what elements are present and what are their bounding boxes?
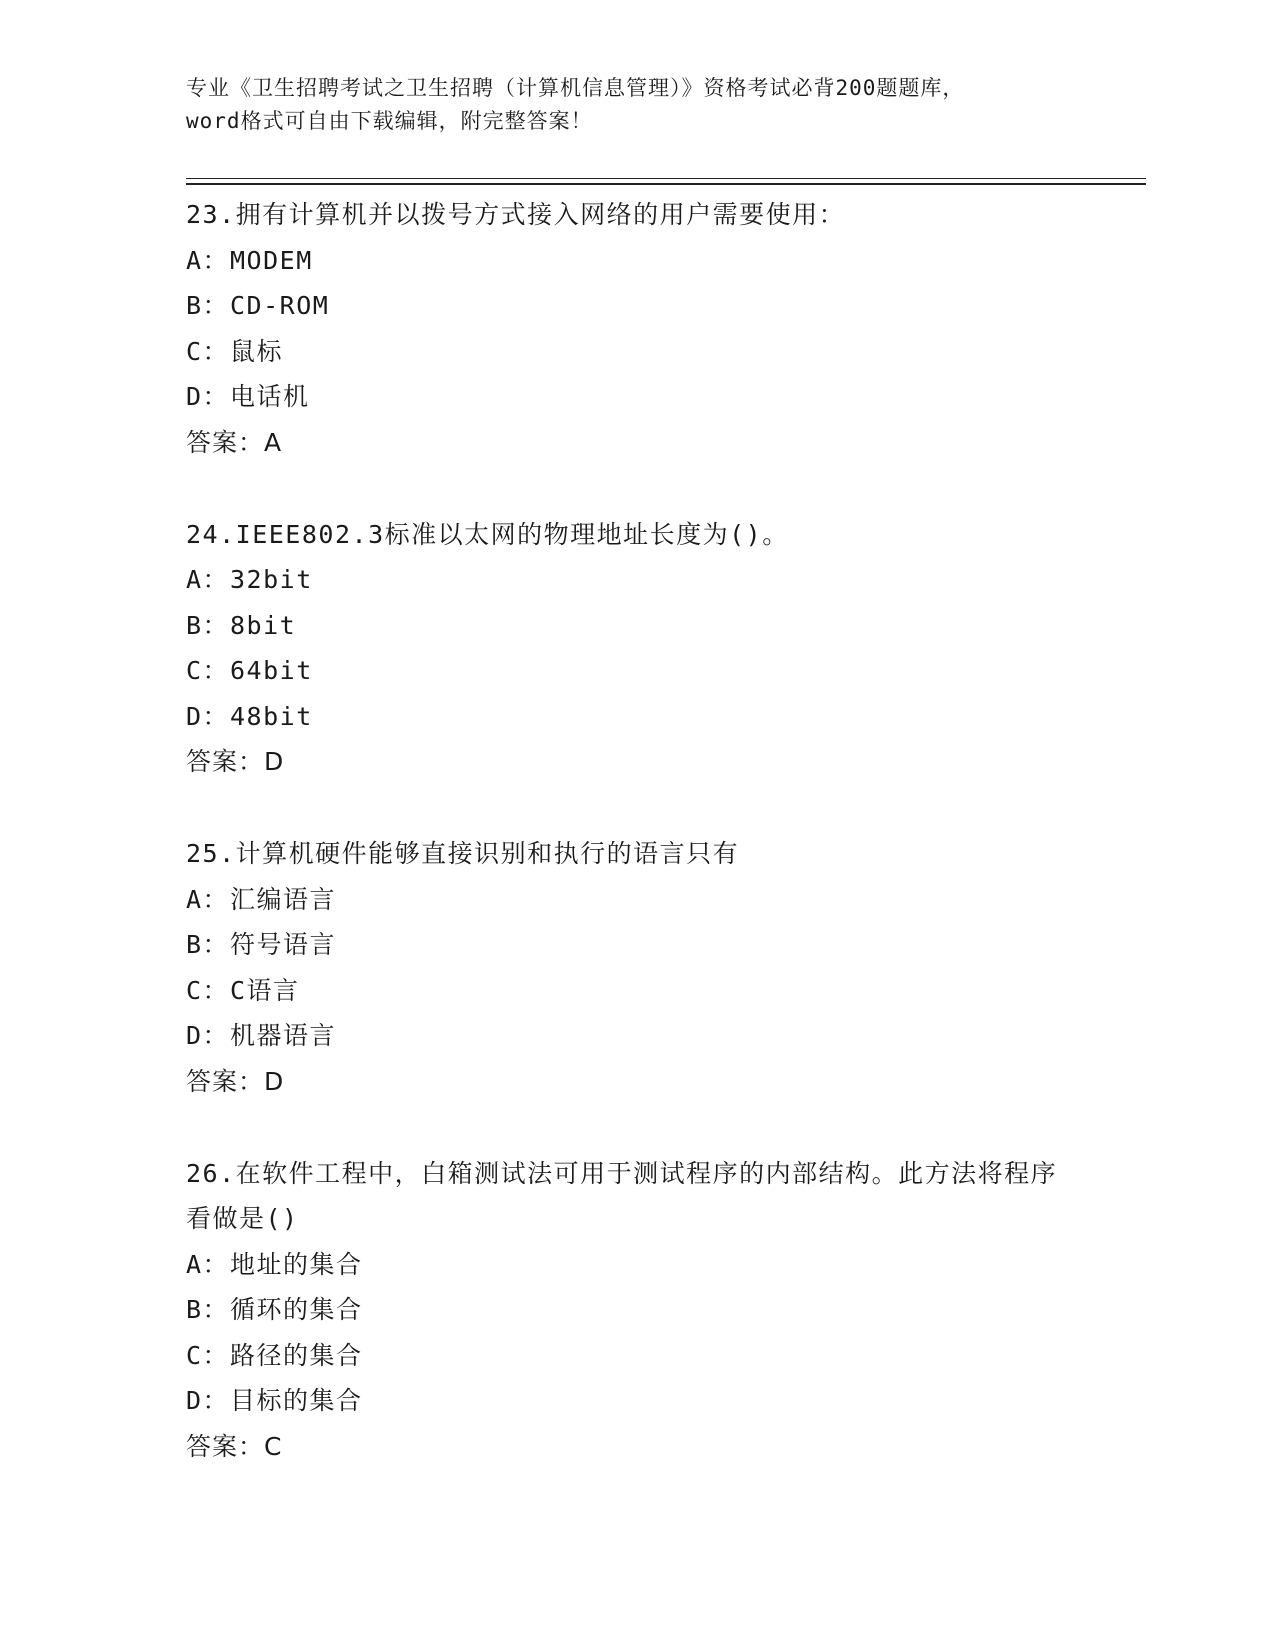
question-stem: 23.拥有计算机并以拨号方式接入网络的用户需要使用： (186, 200, 846, 229)
header-title-line: 专业《卫生招聘考试之卫生招聘（计算机信息管理）》资格考试必背200题题库， (186, 76, 965, 100)
option-text: 循环的集合 (230, 1295, 363, 1324)
option-key: D： (186, 1021, 230, 1050)
option-key: A： (186, 1249, 230, 1279)
option-text: 地址的集合 (230, 1249, 363, 1279)
option-key: B： (186, 930, 230, 959)
option-key: B： (186, 291, 230, 320)
option-text: 鼠标 (230, 336, 284, 366)
option-text: 汇编语言 (230, 884, 337, 914)
option-text: 符号语言 (230, 930, 337, 959)
option-a (186, 877, 1146, 923)
question-23 (186, 192, 1146, 466)
option-text: C语言 (230, 975, 300, 1005)
question-25 (186, 831, 1146, 1105)
option-text: 32bit (230, 565, 313, 594)
option-c (186, 329, 1146, 375)
option-text: 8bit (230, 610, 297, 640)
option-text: 机器语言 (230, 1021, 337, 1050)
option-key: D： (186, 382, 230, 411)
document-page (186, 0, 1146, 1650)
answer-line: 答案：A (186, 427, 283, 457)
option-text: MODEM (230, 245, 313, 275)
option-key: C： (186, 1340, 230, 1370)
question-stem: 26.在软件工程中，白箱测试法可用于测试程序的内部结构。此方法将程序看做是() (186, 1158, 1058, 1233)
option-d (186, 374, 1146, 420)
question-26 (186, 1151, 1146, 1470)
header-subtitle-line: word格式可自由下载编辑，附完整答案！ (186, 109, 593, 133)
option-key: B： (186, 1295, 230, 1324)
answer-line: 答案：D (186, 1066, 285, 1096)
option-text: CD-ROM (230, 291, 330, 320)
header-divider-thin (186, 178, 1146, 179)
option-d (186, 1378, 1146, 1424)
option-b (186, 922, 1146, 968)
option-key: A： (186, 245, 230, 275)
option-b (186, 603, 1146, 649)
question-stem: 25.计算机硬件能够直接识别和执行的语言只有 (186, 839, 740, 868)
option-d (186, 1013, 1146, 1059)
answer-line: 答案：C (186, 1431, 283, 1461)
option-d (186, 694, 1146, 740)
option-key: D： (186, 701, 230, 731)
option-b (186, 283, 1146, 329)
option-key: C： (186, 975, 230, 1005)
option-key: D： (186, 1386, 230, 1415)
option-c (186, 968, 1146, 1014)
option-b (186, 1287, 1146, 1333)
option-key: B： (186, 610, 230, 640)
option-c (186, 648, 1146, 694)
option-text: 电话机 (230, 382, 310, 411)
option-a (186, 238, 1146, 284)
option-text: 64bit (230, 656, 313, 685)
option-key: C： (186, 336, 230, 366)
option-key: A： (186, 884, 230, 914)
answer-line: 答案：D (186, 747, 285, 776)
option-text: 目标的集合 (230, 1386, 363, 1415)
option-c (186, 1333, 1146, 1379)
option-a (186, 1242, 1146, 1288)
document-header (186, 72, 1086, 138)
option-text: 48bit (230, 701, 313, 731)
question-list (186, 192, 1146, 1516)
question-stem: 24.IEEE802.3标准以太网的物理地址长度为()。 (186, 519, 789, 549)
option-text: 路径的集合 (230, 1340, 363, 1370)
option-key: A： (186, 565, 230, 594)
header-divider-thick (186, 183, 1146, 185)
question-24 (186, 512, 1146, 786)
option-a (186, 557, 1146, 603)
option-key: C： (186, 656, 230, 685)
